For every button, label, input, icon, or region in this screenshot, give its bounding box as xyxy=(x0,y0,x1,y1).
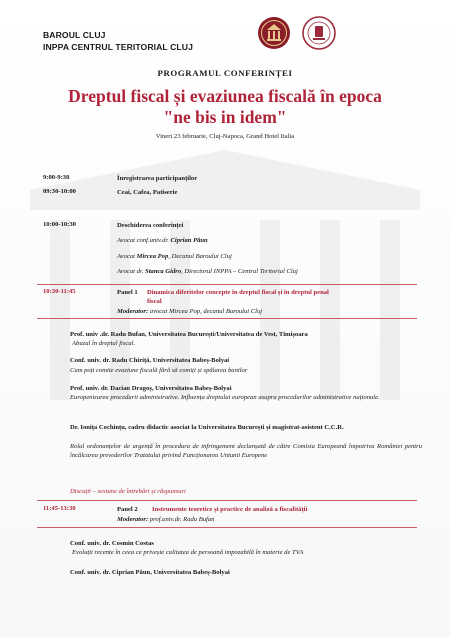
schedule-item: Deschiderea conferinței xyxy=(117,222,184,229)
panel1-title-line1: Dinamica diferitelor concepte în dreptul fiscal și în dreptul penal xyxy=(147,289,329,296)
bar-association-logo xyxy=(257,16,291,50)
speaker-role: , Directorul INPPA – Centrul Teritorial Cluj xyxy=(181,268,298,275)
schedule-time: 10:00-10:30 xyxy=(43,221,76,228)
discussion-session: Discuții – sesiune de întrebări și răspunsuri xyxy=(70,488,186,495)
conference-title-line2: "ne bis in idem" xyxy=(163,107,287,127)
organizer-bar: BAROUL CLUJ xyxy=(43,30,106,40)
conference-title-line1: Dreptul fiscal și evaziunea fiscală în epoca xyxy=(68,86,382,106)
panel1-label: Panel 1 xyxy=(117,289,138,296)
talk-speaker: Prof. univ. dr. Dacian Dragoș, Universitatea Babeș-Bolyai xyxy=(70,385,232,392)
panel1-separator-bottom xyxy=(37,318,417,319)
speaker-title: Avocat conf.univ.dr. xyxy=(117,237,171,244)
panel2-time: 11:45-13:30 xyxy=(43,505,76,512)
speaker-name: Ciprian Păun xyxy=(170,237,208,244)
moderator-label: Moderator: xyxy=(117,516,149,523)
panel1-title xyxy=(147,288,417,306)
panel1-time: 10:30-11:45 xyxy=(43,288,76,295)
talk-speaker: Conf. univ. dr. Cosmin Costas xyxy=(70,540,154,547)
schedule-time: 9:00-9:30 xyxy=(43,174,70,181)
inppa-logo xyxy=(302,16,336,50)
panel2-title: Instrumente teoretice și practice de analiză a fiscalității xyxy=(152,506,308,513)
moderator-label: Moderator: xyxy=(117,308,149,315)
talk-speaker: Prof. univ .dr. Radu Bufan, Universitatea București/Universitatea de Vest, Timișoara xyxy=(70,331,308,338)
opening-speaker xyxy=(117,267,298,276)
speaker-title: Avocat xyxy=(117,253,137,260)
talk-speaker: Dr. Ionița Cochințu, cadru didactic asociat la Universitatea București și magistrat-asistent C.C.R. xyxy=(70,424,344,431)
schedule-item: Ceai, Cafea, Patiserie xyxy=(117,189,178,196)
moderator-name: prof.univ.dr. Radu Bufan xyxy=(148,516,215,523)
speaker-role: , Decanul Baroului Cluj xyxy=(168,253,232,260)
speaker-name: Mircea Pop xyxy=(136,253,169,260)
speaker-name: Stanca Gidro xyxy=(145,268,182,275)
talk-speaker: Conf. univ. dr. Radu Chiriță, Universitatea Babeș-Bolyai xyxy=(70,357,230,364)
panel2-separator xyxy=(37,500,417,501)
panel1-moderator xyxy=(117,307,262,316)
date-venue: Vineri 23 februarie, Cluj-Napoca, Grand Hotel Italia xyxy=(155,133,295,140)
moderator-name: avocat Mircea Pop, decanul Baroului Cluj xyxy=(148,308,263,315)
talk-topic: Abuzul în dreptul fiscal. xyxy=(72,340,136,347)
talk-speaker: Conf. univ. dr. Ciprian Păun, Universitatea Babeș-Bolyai xyxy=(70,569,230,576)
talk-topic: Europenizarea procedurii administrative. Influența dreptului european asupra procedurilor administrative naționale. xyxy=(70,394,380,401)
conference-title xyxy=(20,86,430,128)
panel2-moderator xyxy=(117,515,214,524)
panel2-separator-bottom xyxy=(37,527,417,528)
schedule-time: 09:30-10:00 xyxy=(43,188,76,195)
speaker-title: Avocat dr. xyxy=(117,268,146,275)
organizer-block xyxy=(43,29,193,53)
schedule-item: Înregistrarea participanților xyxy=(117,175,198,182)
talk-topic: Evoluții recente în ceea ce privește calitatea de persoană impozabilă în materie de TVA xyxy=(72,549,304,556)
program-heading: PROGRAMUL CONFERINȚEI xyxy=(157,68,293,78)
panel1-title-line2: fiscal xyxy=(147,298,162,305)
organizer-inppa: INPPA CENTRUL TERITORIAL CLUJ xyxy=(43,42,193,52)
opening-speaker xyxy=(117,236,208,245)
opening-speaker xyxy=(117,252,232,261)
panel2-label: Panel 2 xyxy=(117,506,138,513)
talk-topic: Cum poți comite evaziune fiscală fără să comiți și spălarea banilor xyxy=(70,367,248,374)
panel1-separator xyxy=(37,284,417,285)
talk-topic: Rolul ordonanțelor de urgență în procedura de infringement declanșată de către Comisia Europeană împotriva României pentru încălcarea prevederilor Tratatului privind Funcționarea Uniunii Europene xyxy=(70,443,422,459)
